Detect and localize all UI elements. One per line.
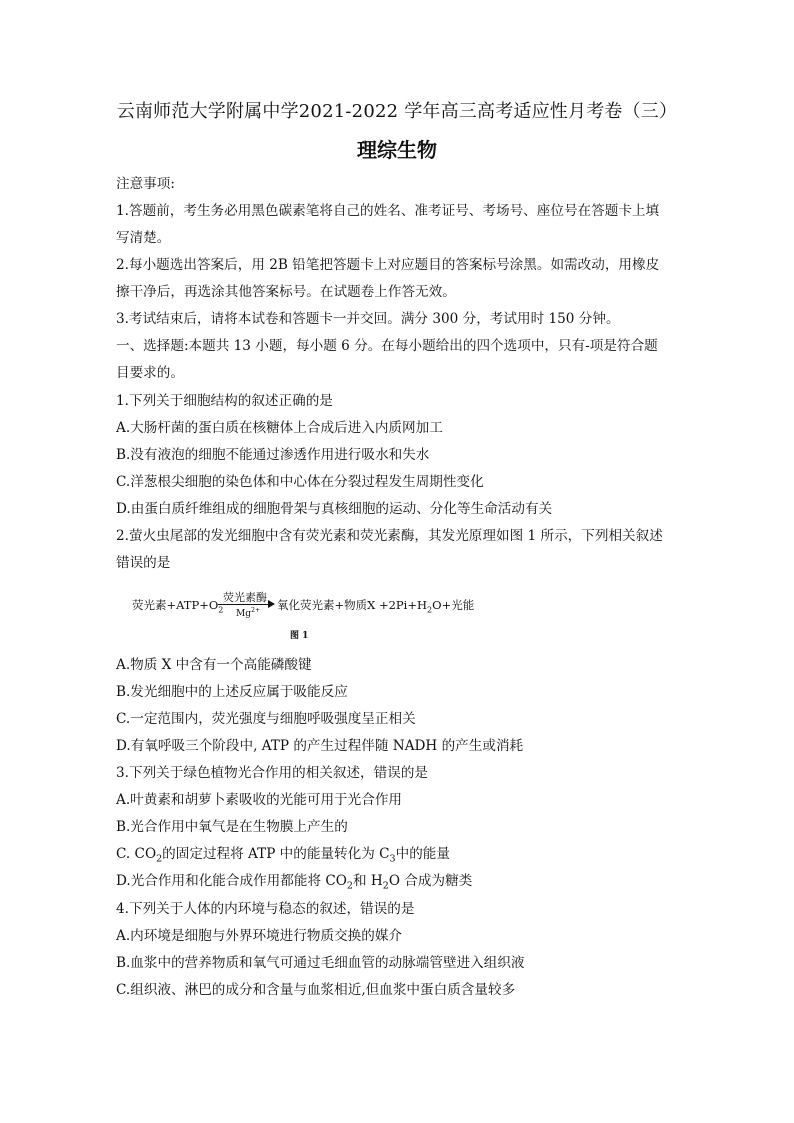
- q1-stem: 1.下列关于细胞结构的叙述正确的是: [116, 393, 333, 409]
- section-heading-line-1: 一、选择题:本题共 13 小题，每小题 6 分。在每小题给出的四个选项中，只有-项是符合题: [116, 338, 658, 354]
- q1-option-c: C.洋葱根尖细胞的染色体和中心体在分裂过程发生周期性变化: [116, 474, 484, 490]
- notice-item-2-line-1: 2.每小题选出答案后，用 2B 铅笔把答题卡上对应题目的答案标号涂黑。如需改动，用橡皮: [116, 257, 660, 273]
- q3-stem: 3.下列关于绿色植物光合作用的相关叙述，错误的是: [116, 765, 429, 781]
- q1-option-b: B.没有液泡的细胞不能通过渗透作用进行吸水和失水: [116, 447, 430, 463]
- q4-stem: 4.下列关于人体的内环境与稳态的叙述，错误的是: [116, 901, 415, 917]
- q2-stem-line-2: 错误的是: [116, 555, 171, 571]
- notice-item-2-line-2: 擦干净后，再选涂其他答案标号。在试题卷上作答无效。: [116, 284, 456, 300]
- equation-cofactor: $Mg^{2+}$: [236, 607, 261, 619]
- section-heading-line-2: 目要求的。: [116, 365, 184, 381]
- q3-option-a: A.叶黄素和胡萝卜素吸收的光能可用于光合作用: [116, 792, 403, 808]
- q1-option-d: D.由蛋白质纤维组成的细胞骨架与真核细胞的运动、分化等生命活动有关: [116, 501, 553, 517]
- q4-option-a: A.内环境是细胞与外界环境进行物质交换的媒介: [116, 928, 403, 944]
- q3-option-c: C. $CO_2$的固定过程将 ATP 中的能量转化为 $C_3$中的能量: [116, 846, 450, 865]
- reaction-arrow-head: [268, 600, 275, 608]
- equation-enzyme: 荧光素酶: [223, 591, 267, 604]
- notice-item-1-line-1: 1.答题前，考生务必用黑色碳素笔将自己的姓名、准考证号、考场号、座位号在答题卡上填: [116, 203, 660, 219]
- subject-title: 理综生物: [357, 138, 437, 162]
- notice-item-1-line-2: 写清楚。: [116, 230, 171, 246]
- notice-heading: 注意事项:: [116, 176, 175, 192]
- q2-option-b: B.发光细胞中的上述反应属于吸能反应: [116, 684, 348, 700]
- q2-stem-line-1: 2.萤火虫尾部的发光细胞中含有荧光素和荧光素酶，其发光原理如图 1 所示，下列相关叙述: [116, 528, 663, 544]
- q2-option-a: A.物质 X 中含有一个高能磷酸键: [116, 657, 312, 673]
- reaction-arrow: [218, 604, 270, 605]
- q1-option-a: A.大肠杆菌的蛋白质在核糖体上合成后进入内质网加工: [116, 420, 443, 436]
- q2-option-c: C.一定范围内，荧光强度与细胞呼吸强度呈正相关: [116, 711, 416, 727]
- equation-reactants: 荧光素$+ATP+O_2$: [132, 598, 224, 615]
- q2-option-d: D.有氧呼吸三个阶段中, ATP 的产生过程伴随 NADH 的产生或消耗: [116, 738, 524, 754]
- q3-option-d: D.光合作用和化能合成作用都能将 $CO_2$和 $H_2O$ 合成为糖类: [116, 873, 473, 892]
- q4-option-c: C.组织液、淋巴的成分和含量与血浆相近,但血浆中蛋白质含量较多: [116, 982, 516, 998]
- equation-products: 氧化荧光素+物质$X +2Pi+H_2O+$光能: [277, 598, 475, 615]
- q4-option-b: B.血浆中的营养物质和氧气可通过毛细血管的动脉端管壁进入组织液: [116, 955, 525, 971]
- notice-item-3: 3.考试结束后，请将本试卷和答题卡一并交回。满分 300 分，考试用时 150 分钟。: [116, 311, 620, 327]
- exam-title: 云南师范大学附属中学2021-2022 学年高三高考适应性月考卷（三）: [116, 101, 678, 122]
- figure-label: 图 1: [290, 631, 309, 641]
- q3-option-b: B.光合作用中氧气是在生物膜上产生的: [116, 819, 348, 835]
